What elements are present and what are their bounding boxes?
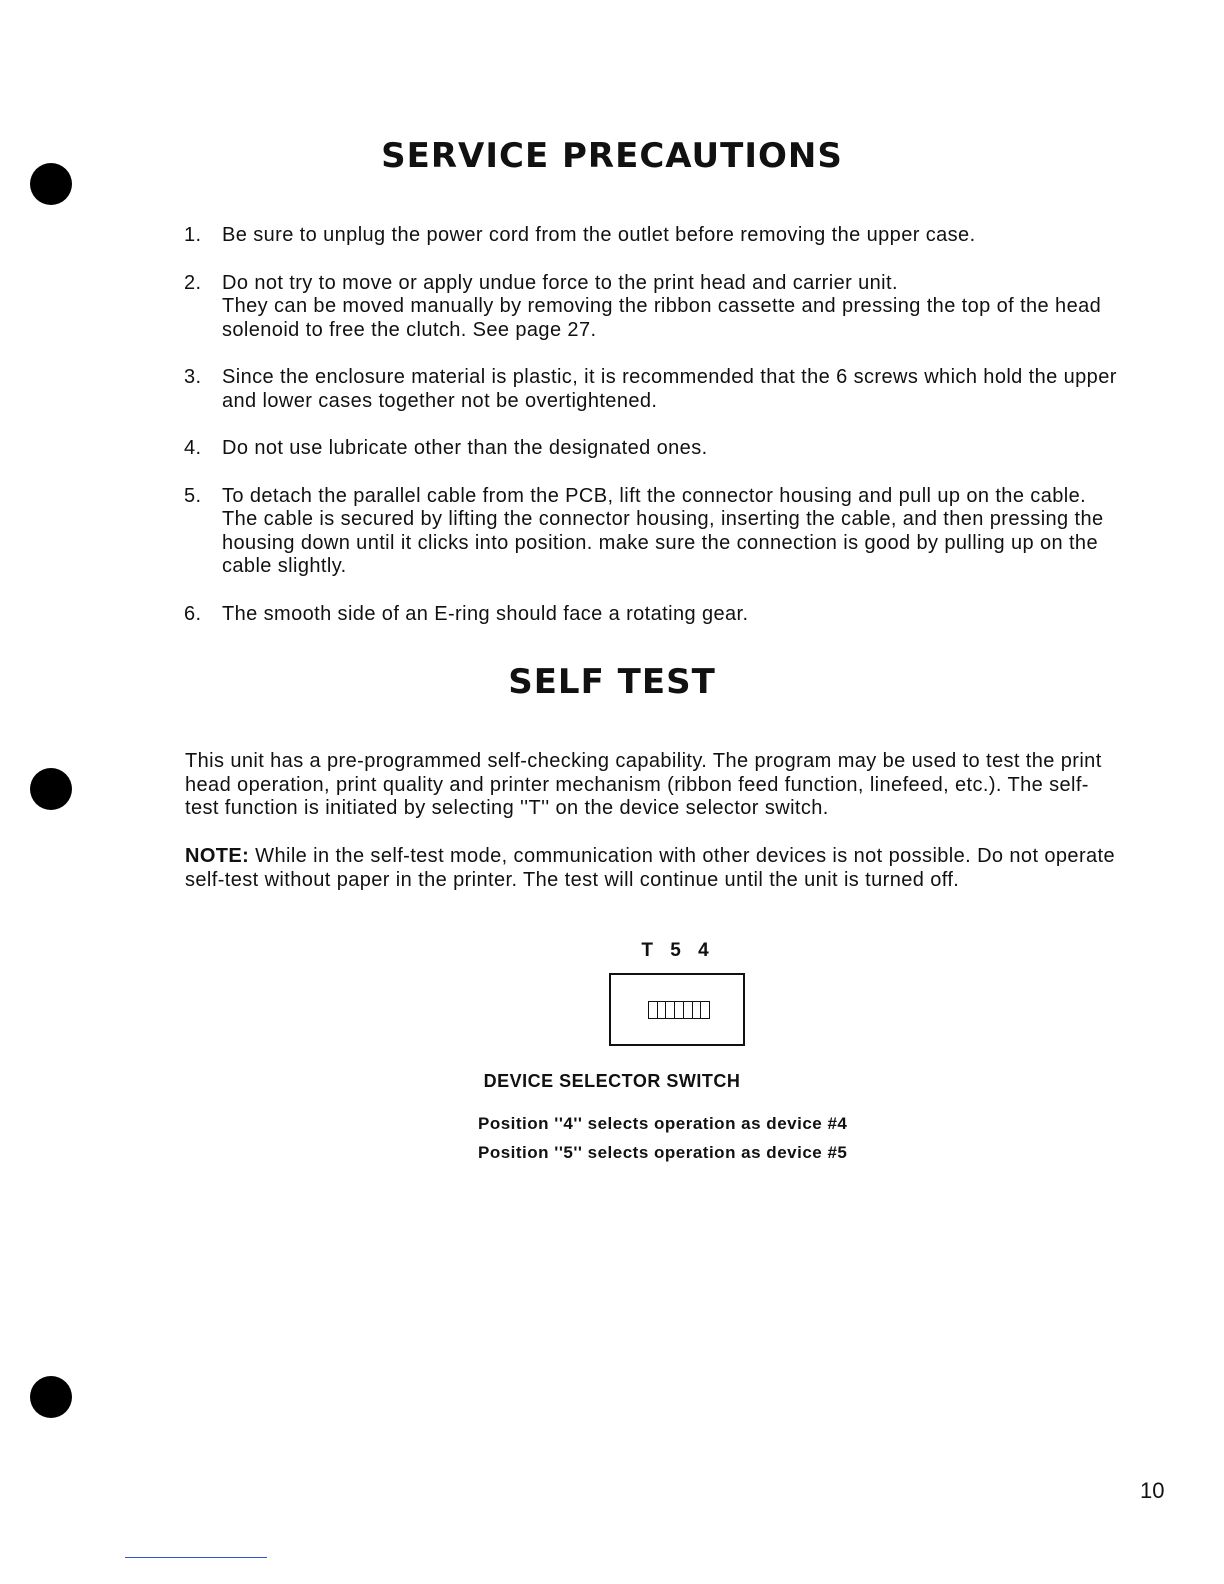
- item-number: 2.: [184, 271, 202, 294]
- item-line: housing down until it clicks into position. make sure the connection is good by pulling up on the: [222, 531, 1098, 554]
- item-number: 5.: [184, 484, 202, 507]
- item-number: 4.: [184, 437, 202, 459]
- list-item: [184, 224, 1184, 248]
- item-line: Since the enclosure material is plastic, it is recommended that the 6 screws which hold the upper: [222, 366, 1117, 388]
- item-line: To detach the parallel cable from the PCB, lift the connector housing and pull up on the cable.: [222, 484, 1087, 507]
- list-item: [184, 603, 1184, 627]
- list-item: [184, 366, 1184, 413]
- item-line: and lower cases together not be overtightened.: [222, 389, 658, 412]
- service-precautions-title: SERVICE PRECAUTIONS: [381, 136, 843, 176]
- position-line: Position ''4'' selects operation as device #4: [478, 1114, 848, 1133]
- list-item: [184, 272, 1184, 343]
- item-line: solenoid to free the clutch. See page 27.: [222, 318, 597, 341]
- note-label: NOTE:: [185, 845, 250, 867]
- page-number: 10: [1140, 1478, 1165, 1503]
- footer-rule: [125, 1557, 267, 1558]
- item-number: 6.: [184, 602, 202, 625]
- item-line: Do not try to move or apply undue force to the print head and carrier unit.: [222, 271, 898, 294]
- punch-hole-middle: [30, 768, 72, 810]
- item-line: Do not use lubricate other than the designated ones.: [222, 437, 708, 459]
- item-number: 3.: [184, 366, 202, 388]
- self-test-intro: [185, 750, 1180, 821]
- precautions-list: [184, 224, 1184, 650]
- item-line: Be sure to unplug the power cord from the outlet before removing the upper case.: [222, 224, 976, 246]
- switch-positions-label: T 5 4: [641, 940, 715, 961]
- intro-line: This unit has a pre-programmed self-checking capability. The program may be used to test the print: [185, 750, 1102, 772]
- item-line: The cable is secured by lifting the connector housing, inserting the cable, and then pressing the: [222, 508, 1104, 530]
- list-item: [184, 437, 1184, 461]
- dip-switch-icon: [648, 1001, 710, 1019]
- list-item: [184, 485, 1184, 579]
- switch-caption: DEVICE SELECTOR SWITCH: [483, 1071, 741, 1091]
- note-text: While in the self-test mode, communication with other devices is not possible. Do not operate: [249, 845, 1116, 867]
- position-line: Position ''5'' selects operation as device #5: [478, 1143, 848, 1162]
- item-number: 1.: [184, 224, 202, 246]
- item-line: They can be moved manually by removing the ribbon cassette and pressing the top of the head: [222, 295, 1102, 317]
- item-line: cable slightly.: [222, 555, 347, 577]
- self-test-title: SELF TEST: [508, 662, 716, 702]
- device-selector-switch-diagram: [609, 973, 745, 1046]
- note-paragraph: [185, 845, 1180, 892]
- item-line: The smooth side of an E-ring should face a rotating gear.: [222, 602, 749, 625]
- intro-line: test function is initiated by selecting ''T'' on the device selector switch.: [185, 797, 829, 819]
- note-line: [185, 845, 1180, 869]
- note-line: self-test without paper in the printer. The test will continue until the unit is turned off.: [185, 868, 960, 891]
- punch-hole-bottom: [30, 1376, 72, 1418]
- intro-line: head operation, print quality and printer mechanism (ribbon feed function, linefeed, etc.). The self-: [185, 773, 1089, 796]
